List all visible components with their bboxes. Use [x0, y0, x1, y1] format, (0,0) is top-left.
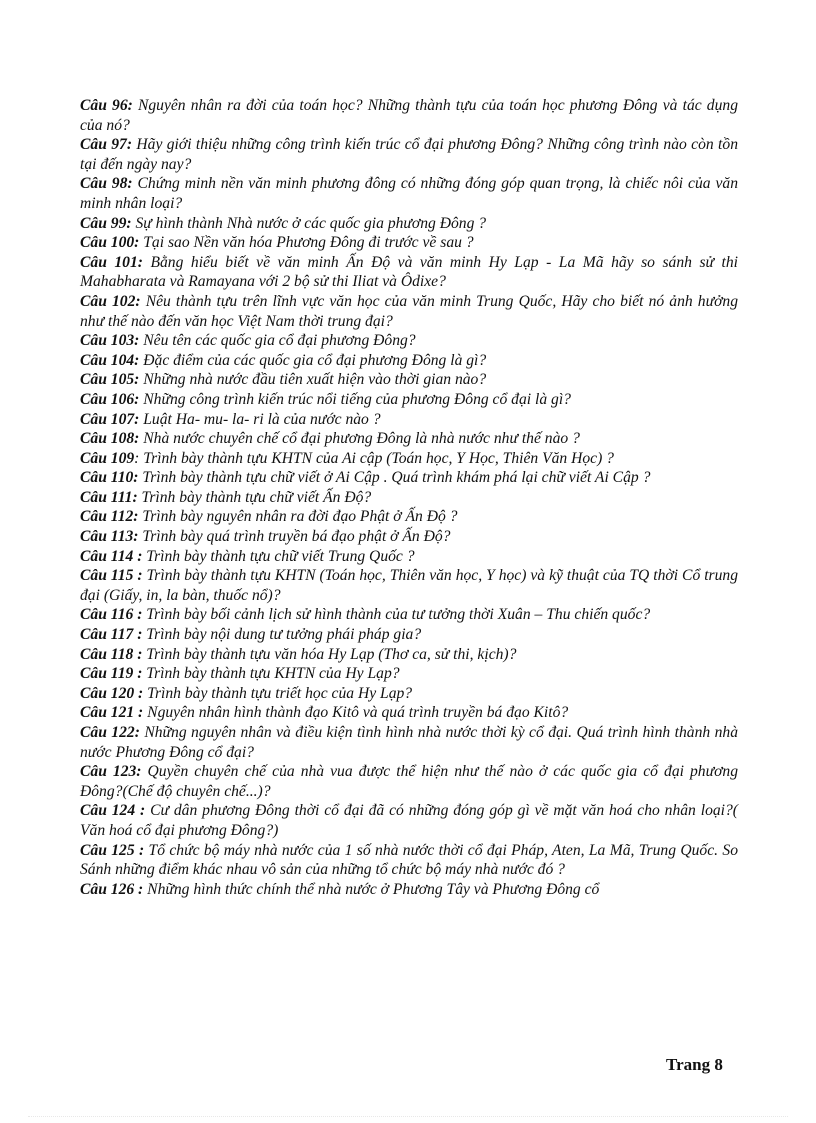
- question-number: Câu 105:: [80, 371, 140, 389]
- question-item: [80, 449, 738, 469]
- question-text: Chứng minh nền văn minh phương đông có những đóng góp quan trọng, là chiếc nôi của văn minh nhân loại?: [80, 175, 739, 212]
- question-number: Câu 100:: [80, 234, 140, 252]
- question-item: [80, 841, 738, 880]
- question-item: [80, 880, 738, 900]
- question-item: [80, 233, 738, 253]
- question-number: Câu 98:: [80, 175, 133, 193]
- question-item: [80, 801, 738, 840]
- question-number: Câu 99:: [80, 214, 132, 232]
- question-number: Câu 118 :: [80, 645, 143, 663]
- question-number: Câu 101:: [80, 253, 143, 271]
- question-text: : Trình bày thành tựu KHTN của Ai cập (Toán học, Y Học, Thiên Văn Học) ?: [134, 449, 614, 467]
- question-item: [80, 723, 738, 762]
- question-number: Câu 109: [80, 449, 135, 467]
- question-number: Câu 107:: [80, 410, 140, 428]
- question-text: Trình bày thành tựu chữ viết ở Ai Cập . Quá trình khám phá lại chữ viết Ai Cập ?: [138, 469, 651, 487]
- question-item: [80, 527, 738, 547]
- question-number: Câu 103:: [80, 332, 140, 350]
- question-text: Nguyên nhân hình thành đạo Kitô và quá trình truyền bá đạo Kitô?: [143, 704, 569, 722]
- page-bottom-divider: [28, 1116, 788, 1117]
- question-item: [80, 664, 738, 684]
- question-text: Hãy giới thiệu những công trình kiến trúc cổ đại phương Đông? Những công trình nào còn tồn tại đến ngày nay?: [80, 136, 738, 173]
- question-item: [80, 135, 738, 174]
- question-number: Câu 119 :: [80, 665, 143, 683]
- question-text: Những nhà nước đầu tiên xuất hiện vào thời gian nào?: [139, 371, 487, 389]
- question-number: Câu 120 :: [80, 684, 144, 702]
- question-number: Câu 114 :: [80, 547, 143, 565]
- question-item: [80, 331, 738, 351]
- question-text: Quyền chuyên chế của nhà vua được thể hiện như thế nào ở các quốc gia cổ đại phương Đông?(Chế độ chuyên chế...)?: [80, 763, 738, 800]
- question-item: [80, 390, 738, 410]
- question-text: Những nguyên nhân và điều kiện tình hình nhà nước thời kỳ cổ đại. Quá trình hình thành nhà nước Phương Đông cổ đại?: [80, 724, 738, 761]
- question-number: Câu 112:: [80, 508, 139, 526]
- question-text: Sự hình thành Nhà nước ở các quốc gia phương Đông ?: [131, 214, 487, 232]
- document-page: [80, 96, 738, 899]
- question-number: Câu 106:: [80, 390, 140, 408]
- question-item: [80, 370, 738, 390]
- question-number: Câu 104:: [80, 351, 140, 369]
- question-item: [80, 488, 738, 508]
- question-item: [80, 468, 738, 488]
- question-text: Trình bày nội dung tư tưởng phái pháp gia?: [142, 626, 422, 644]
- question-number: Câu 97:: [80, 136, 133, 154]
- question-item: [80, 625, 738, 645]
- question-number: Câu 102:: [80, 292, 141, 310]
- question-item: [80, 547, 738, 567]
- question-number: Câu 122:: [80, 724, 140, 741]
- question-item: [80, 429, 738, 449]
- question-text: Trình bày thành tựu chữ viết Ấn Độ?: [137, 488, 372, 506]
- question-text: Trình bày thành tựu KHTN (Toán học, Thiên văn học, Y học) và kỹ thuật của TQ thời Cổ trung đại (Giấy, in, la bàn, thuốc nổ)?: [80, 567, 738, 604]
- question-item: [80, 645, 738, 665]
- question-text: Trình bày quá trình truyền bá đạo phật ở Ấn Độ?: [138, 528, 451, 546]
- question-text: Nhà nước chuyên chế cổ đại phương Đông là nhà nước như thế nào ?: [139, 430, 580, 448]
- question-item: [80, 292, 738, 331]
- page-number: Trang 8: [666, 1055, 723, 1074]
- question-text: Trình bày bối cảnh lịch sử hình thành của tư tưởng thời Xuân – Thu chiến quốc?: [142, 606, 651, 624]
- question-item: [80, 351, 738, 371]
- question-text: Luật Ha- mu- la- ri là của nước nào ?: [139, 410, 381, 428]
- question-item: [80, 253, 738, 292]
- question-text: Tại sao Nền văn hóa Phương Đông đi trước về sau ?: [139, 234, 474, 252]
- question-number: Câu 96:: [80, 97, 133, 114]
- question-item: [80, 566, 738, 605]
- question-number: Câu 121 :: [80, 704, 144, 722]
- question-number: Câu 113:: [80, 528, 139, 546]
- question-item: [80, 703, 738, 723]
- question-text: Tổ chức bộ máy nhà nước của 1 số nhà nước thời cổ đại Pháp, Aten, La Mã, Trung Quốc. So Sánh những điểm khác nhau vô sản của những tổ chức bộ máy nhà nước đó ?: [80, 841, 738, 879]
- question-text: Trình bày thành tựu KHTN của Hy Lạp?: [142, 665, 400, 683]
- question-number: Câu 116 :: [80, 606, 143, 624]
- question-text: Nêu tên các quốc gia cổ đại phương Đông?: [139, 332, 416, 350]
- question-text: Những hình thức chính thể nhà nước ở Phương Tây và Phương Đông cổ: [143, 880, 600, 898]
- question-number: Câu 110:: [80, 469, 139, 487]
- question-number: Câu 108:: [80, 430, 140, 448]
- question-item: [80, 762, 738, 801]
- question-number: Câu 117 :: [80, 626, 143, 644]
- question-text: Nêu thành tựu trên lĩnh vực văn học của văn minh Trung Quốc, Hãy cho biết nó ảnh hưởng như thế nào đến văn học Việt Nam thời trung đại?: [80, 292, 739, 330]
- question-text: Bằng hiểu biết về văn minh Ấn Độ và văn minh Hy Lạp - La Mã hãy so sánh sử thi Mahabharata và Ramayana với 2 bộ sử thi Iliat và Ôdixe?: [80, 253, 738, 291]
- question-text: Trình bày thành tựu văn hóa Hy Lạp (Thơ ca, sử thi, kịch)?: [142, 645, 517, 663]
- question-item: [80, 96, 738, 135]
- question-text: Những công trình kiến trúc nổi tiếng của phương Đông cổ đại là gì?: [139, 390, 571, 408]
- question-text: Trình bày nguyên nhân ra đời đạo Phật ở Ấn Độ ?: [138, 508, 458, 526]
- question-text: Nguyên nhân ra đời của toán học? Những thành tựu của toán học phương Đông và tác dụng của nó?: [80, 97, 738, 134]
- question-text: Trình bày thành tựu triết học của Hy Lạp?: [143, 684, 413, 702]
- question-item: [80, 214, 738, 234]
- question-item: [80, 605, 738, 625]
- question-number: Câu 123:: [80, 763, 142, 781]
- question-item: [80, 410, 738, 430]
- question-number: Câu 111:: [80, 488, 138, 506]
- question-text: Trình bày thành tựu chữ viết Trung Quốc ?: [142, 547, 415, 565]
- question-number: Câu 124 :: [80, 802, 146, 820]
- question-item: [80, 174, 738, 213]
- question-number: Câu 115 :: [80, 567, 143, 585]
- question-text: Cư dân phương Đông thời cổ đại đã có những đóng góp gì về mặt văn hoá cho nhân loại?( Văn hoá cổ đại phương Đông?): [80, 802, 738, 839]
- question-item: [80, 507, 738, 527]
- question-text: Đặc điểm của các quốc gia cổ đại phương Đông là gì?: [139, 351, 487, 369]
- question-item: [80, 684, 738, 704]
- question-number: Câu 126 :: [80, 880, 144, 898]
- question-number: Câu 125 :: [80, 841, 145, 859]
